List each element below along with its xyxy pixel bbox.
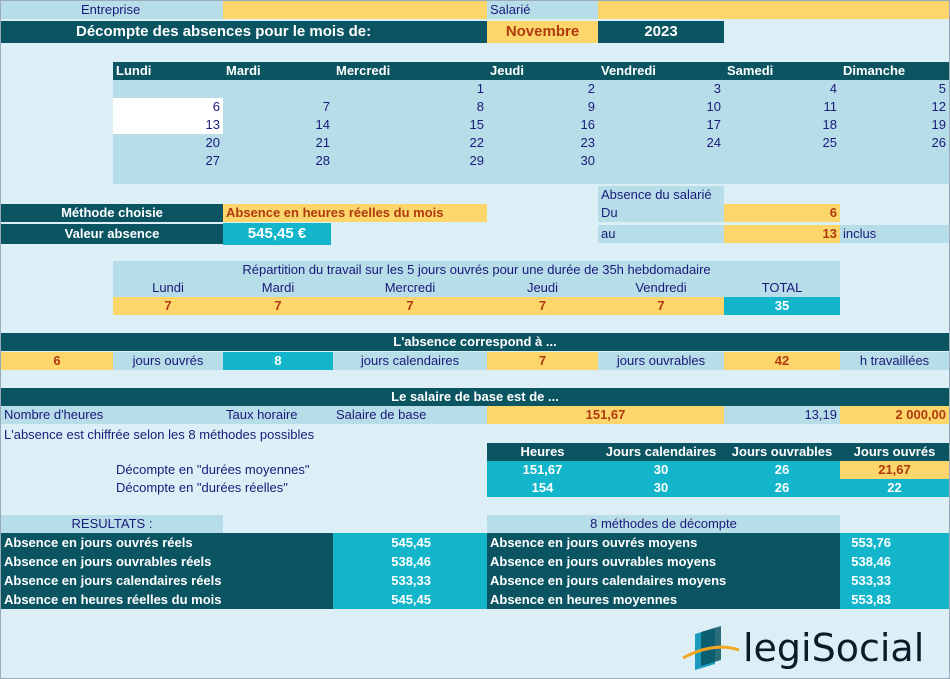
jours-ouvrables-value: 7 [487, 352, 598, 370]
month-select[interactable]: Novembre [487, 21, 598, 43]
result-label-right: Absence en jours calendaires moyens [487, 571, 840, 590]
calendar-day: 9 [587, 99, 595, 114]
calendar-day: 17 [706, 117, 721, 132]
inclus-label: inclus [840, 225, 949, 243]
repartition-hours-5: 35 [724, 297, 840, 315]
result-value-left: 545,45 [333, 533, 487, 552]
repartition-day-4: Vendredi [598, 279, 724, 297]
decompte-cell: 30 [598, 461, 724, 479]
result-value-right: 553,83 [840, 590, 949, 609]
methods-note: L'absence est chiffrée selon les 8 méthodes possibles [4, 427, 315, 442]
calendar-day [724, 152, 840, 170]
calendar-day: 30 [580, 153, 595, 168]
from-label: Du [598, 204, 724, 222]
repartition-hours-3[interactable]: 7 [487, 297, 598, 315]
methods-title: 8 méthodes de décompte [487, 515, 840, 533]
decompte-cell: 151,67 [487, 461, 598, 479]
absence-period-title: Absence du salarié [598, 186, 724, 204]
calendar-header-1: Mardi [223, 62, 333, 80]
repartition-hours-0[interactable]: 7 [113, 297, 223, 315]
calendar-day: 6 [113, 98, 223, 116]
salarie-label: Salarié [487, 1, 598, 19]
calendar-day: 18 [822, 117, 837, 132]
calendar-day: 14 [315, 117, 330, 132]
calendar-day: 16 [580, 117, 595, 132]
calendar-day [840, 152, 949, 170]
calendar-day: 1 [476, 81, 484, 96]
calendar-header-2: Mercredi [333, 62, 487, 80]
decompte-cell: 154 [487, 479, 598, 497]
decompte-cell: 21,67 [840, 461, 949, 479]
calendar-day: 7 [322, 99, 330, 114]
decompte-row-label: Décompte en "durées réelles" [116, 480, 288, 495]
jours-calendaires-value: 8 [223, 352, 333, 370]
correspond-title: L'absence correspond à ... [1, 333, 949, 351]
calendar-day [113, 80, 223, 98]
repartition-title: Répartition du travail sur les 5 jours ouvrés pour une durée de 35h hebdomadaire [113, 261, 840, 279]
calendar-day: 15 [469, 117, 484, 132]
result-value-right: 538,46 [840, 552, 949, 571]
calendar-day: 5 [938, 81, 946, 96]
calendar-day: 2 [587, 81, 595, 96]
calendar-day: 27 [205, 153, 220, 168]
salaire-input[interactable]: 2 000,00 [840, 406, 949, 424]
entreprise-input[interactable] [223, 1, 487, 19]
entreprise-label: Entreprise [1, 1, 223, 19]
decompte-header-3: Jours ouvrés [840, 443, 949, 461]
result-label-right: Absence en jours ouvrables moyens [487, 552, 840, 571]
method-select[interactable]: Absence en heures réelles du mois [223, 204, 487, 222]
result-value-left: 545,45 [333, 590, 487, 609]
repartition-day-1: Mardi [223, 279, 333, 297]
calendar-day: 11 [823, 99, 837, 114]
taux-value: 13,19 [724, 406, 840, 424]
result-value-left: 538,46 [333, 552, 487, 571]
calendar-day [598, 152, 724, 170]
result-label-right: Absence en jours ouvrés moyens [487, 533, 840, 552]
calendar-header-4: Vendredi [598, 62, 724, 80]
decompte-cell: 26 [724, 461, 840, 479]
calendar-header-5: Samedi [724, 62, 840, 80]
decompte-cell: 30 [598, 479, 724, 497]
calendar-day: 21 [315, 135, 330, 150]
absence-value-label: Valeur absence [1, 224, 223, 244]
result-label-left: Absence en jours calendaires réels [1, 571, 333, 590]
page-title: Décompte des absences pour le mois de: [1, 21, 487, 43]
calendar-header-6: Dimanche [840, 62, 949, 80]
calendar-day: 4 [829, 81, 837, 96]
to-day-input[interactable]: 13 [724, 225, 840, 243]
heures-label: h travaillées [840, 352, 949, 370]
from-day-input[interactable]: 6 [724, 204, 840, 222]
jours-ouvrables-label: jours ouvrables [598, 352, 724, 370]
to-label: au [598, 225, 724, 243]
salarie-input[interactable] [598, 1, 949, 19]
decompte-row-label: Décompte en "durées moyennes" [116, 462, 310, 477]
result-value-left: 533,33 [333, 571, 487, 590]
result-value-right: 533,33 [840, 571, 949, 590]
calendar-day: 23 [580, 135, 595, 150]
year-input[interactable]: 2023 [598, 21, 724, 43]
calendar-day: 22 [469, 135, 484, 150]
repartition-day-2: Mercredi [333, 279, 487, 297]
calendar-day: 25 [822, 135, 837, 150]
calendar-day: 8 [476, 99, 484, 114]
heures-value: 42 [724, 352, 840, 370]
decompte-header-0: Heures [487, 443, 598, 461]
calendar-day: 3 [713, 81, 721, 96]
calendar-day: 19 [931, 117, 946, 132]
taux-label: Taux horaire [223, 406, 333, 424]
calendar-day: 13 [113, 116, 223, 134]
result-label-left: Absence en jours ouvrables réels [1, 552, 333, 571]
legisocial-logo [681, 624, 925, 674]
repartition-hours-2[interactable]: 7 [333, 297, 487, 315]
calendar-day: 28 [315, 153, 330, 168]
repartition-hours-1[interactable]: 7 [223, 297, 333, 315]
calendar-day: 29 [469, 153, 484, 168]
calendar-day: 24 [706, 135, 721, 150]
calendar-day [223, 80, 333, 98]
repartition-hours-4[interactable]: 7 [598, 297, 724, 315]
legisocial-logo-icon [681, 624, 741, 674]
legisocial-logo-text: legiSocial [743, 626, 925, 670]
repartition-day-5: TOTAL [724, 279, 840, 297]
calendar-day: 26 [931, 135, 946, 150]
method-label: Méthode choisie [1, 204, 223, 222]
calendar-header-0: Lundi [113, 62, 223, 80]
repartition-day-3: Jeudi [487, 279, 598, 297]
result-label-right: Absence en heures moyennes [487, 590, 840, 609]
salaire-label: Salaire de base [333, 406, 487, 424]
jours-ouvres-label: jours ouvrés [113, 352, 223, 370]
decompte-cell: 26 [724, 479, 840, 497]
repartition-day-0: Lundi [113, 279, 223, 297]
calendar-day: 10 [706, 99, 721, 114]
result-value-right: 553,76 [840, 533, 949, 552]
jours-ouvres-value: 6 [1, 352, 113, 370]
result-label-left: Absence en jours ouvrés réels [1, 533, 333, 552]
result-label-left: Absence en heures réelles du mois [1, 590, 333, 609]
nb-heures-input[interactable]: 151,67 [487, 406, 724, 424]
absence-value: 545,45 € [223, 223, 331, 245]
calendar-day: 12 [931, 99, 946, 114]
salaire-title: Le salaire de base est de ... [1, 388, 949, 406]
calendar-header-3: Jeudi [487, 62, 598, 80]
decompte-cell: 22 [840, 479, 949, 497]
resultats-title: RESULTATS : [1, 515, 223, 533]
decompte-header-1: Jours calendaires [598, 443, 724, 461]
calendar-day: 20 [205, 135, 220, 150]
nb-heures-label: Nombre d'heures [1, 406, 223, 424]
jours-calendaires-label: jours calendaires [333, 352, 487, 370]
decompte-header-2: Jours ouvrables [724, 443, 840, 461]
